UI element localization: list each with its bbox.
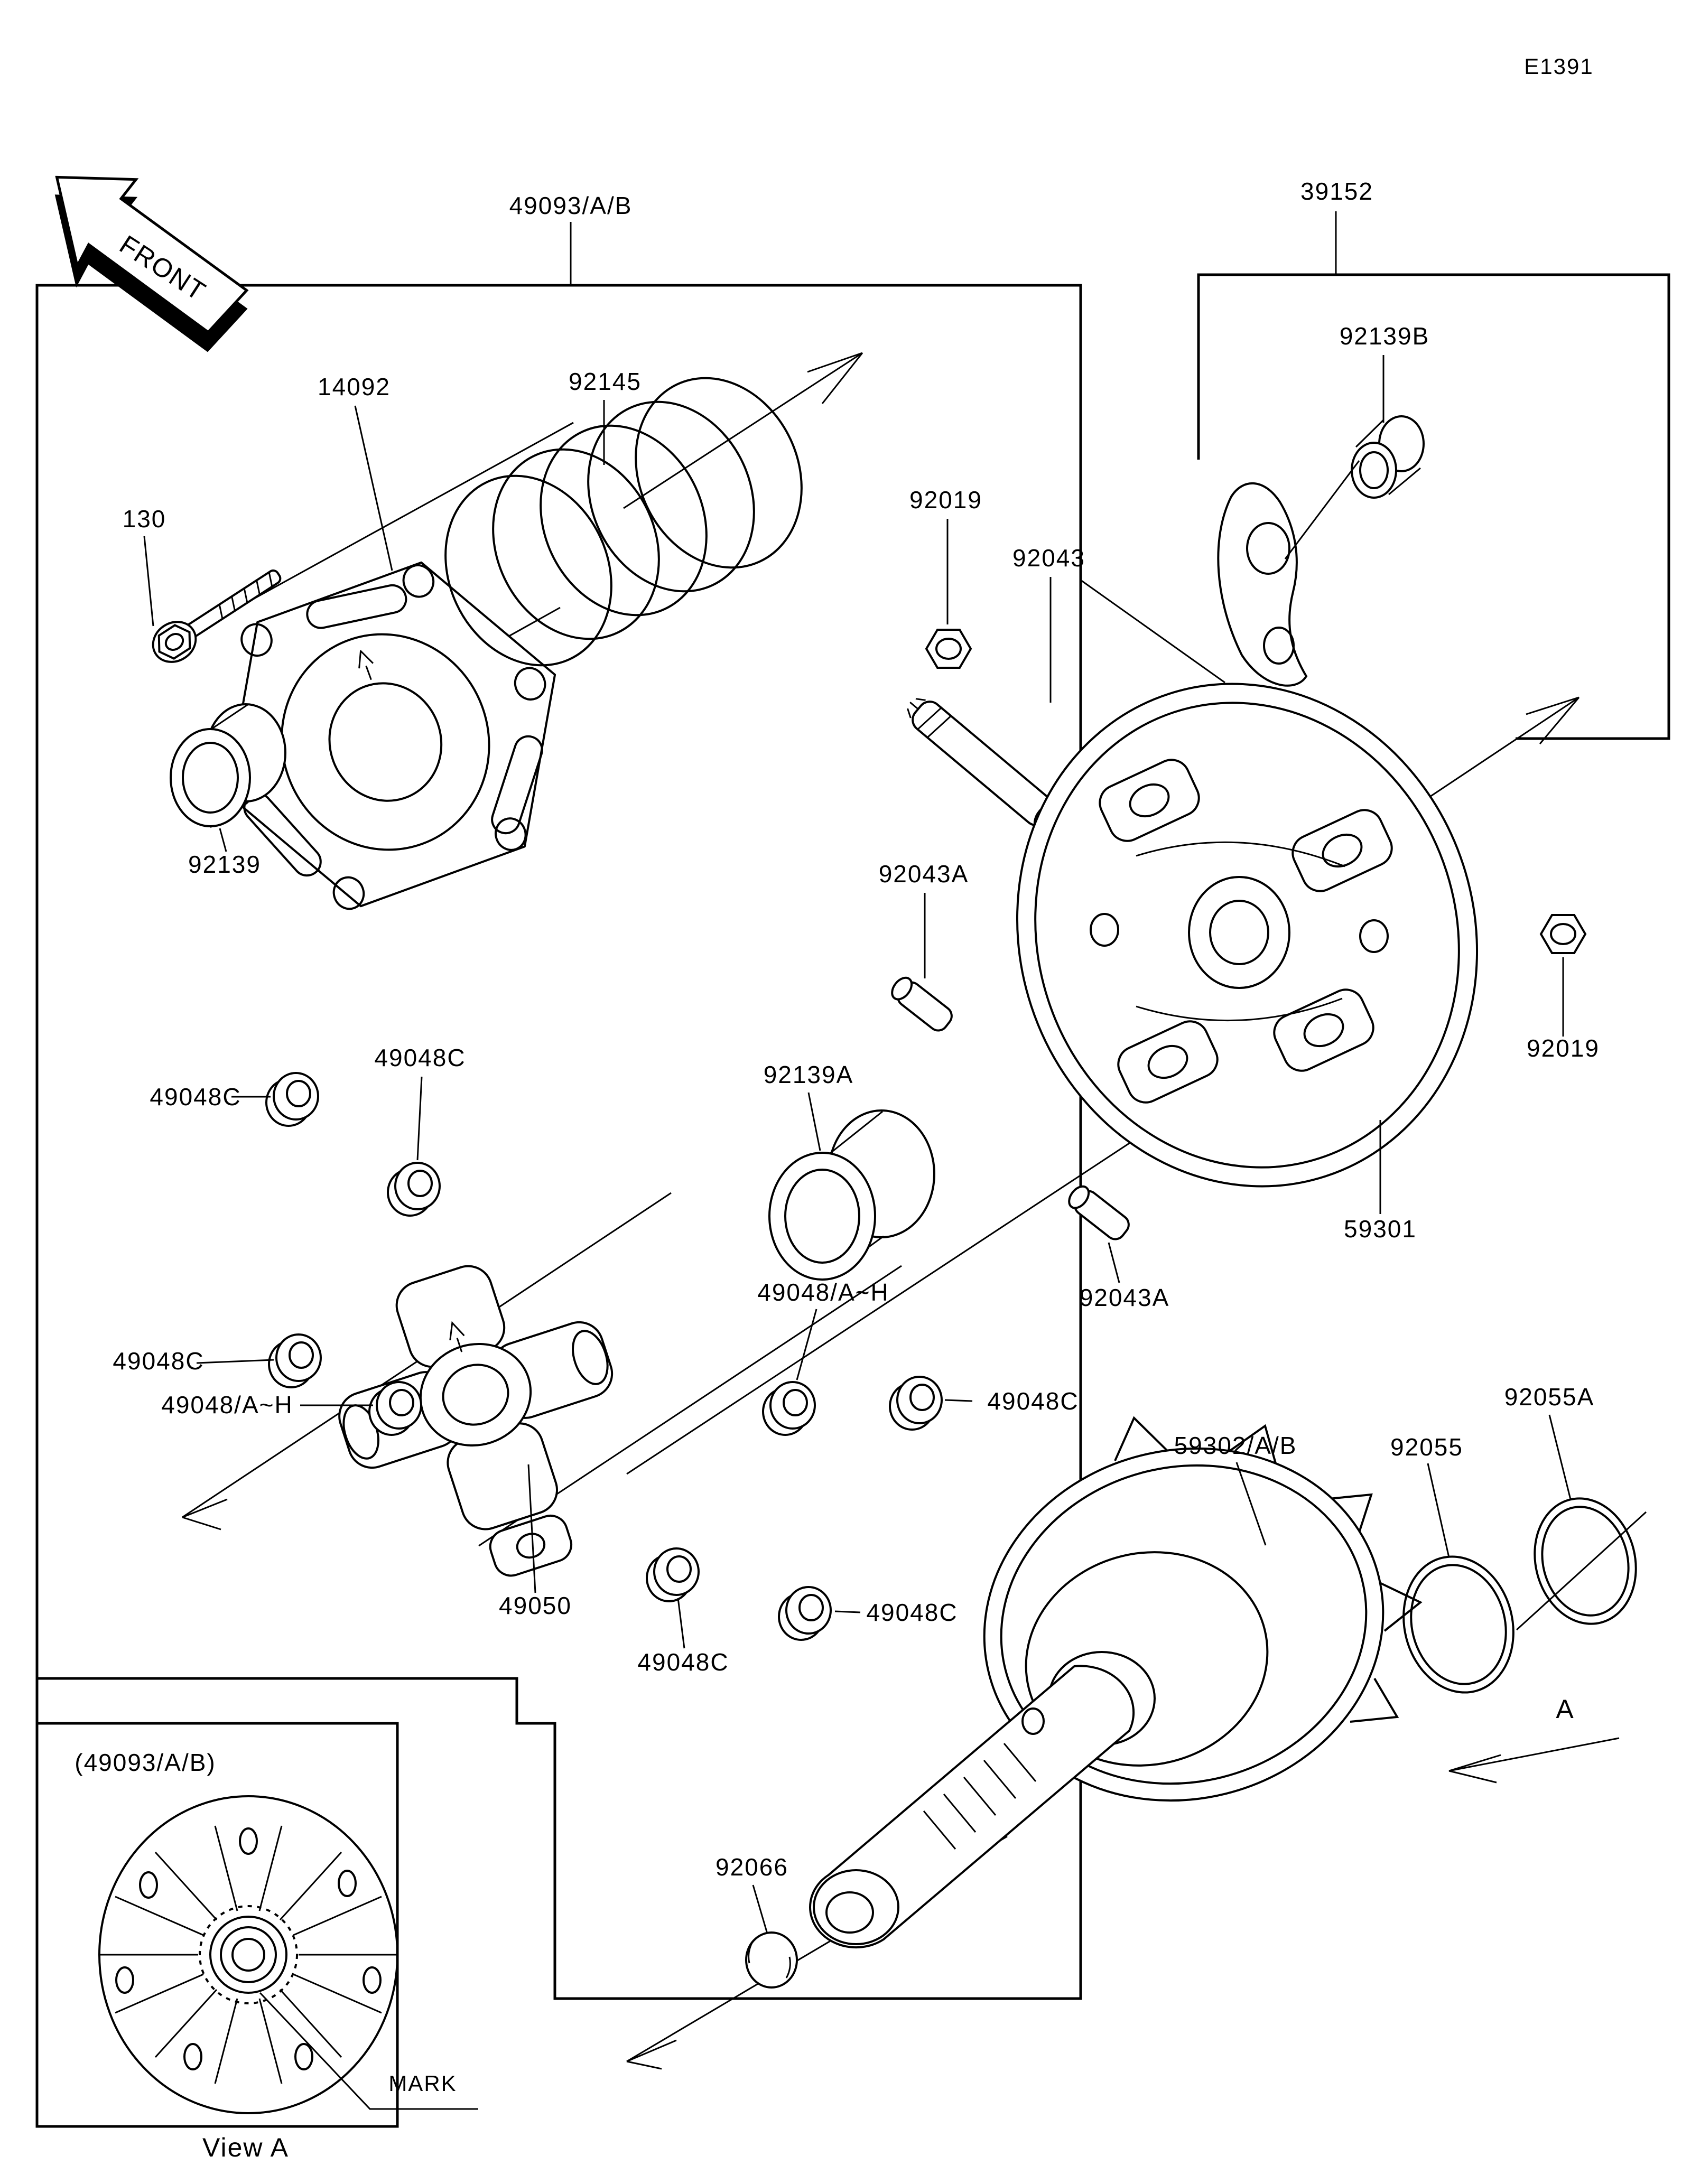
callout-49048ah-right: 49048/A~H [757,1278,889,1306]
view-a-label: View A [202,2133,289,2162]
bushing-92139a [769,1110,934,1280]
page-code: E1391 [1524,54,1594,79]
callout-92019-right: 92019 [1527,1034,1600,1062]
callout-92043a-upper: 92043A [878,860,969,888]
roller-49048c [266,1073,318,1126]
callout-14092: 14092 [318,373,391,400]
callout-92055: 92055 [1390,1433,1463,1461]
fan-view-inset [99,1796,478,2113]
callout-49048ah-left: 49048/A~H [161,1391,293,1418]
roller-49048ah [763,1382,815,1435]
callout-92139a: 92139A [763,1061,854,1088]
front-arrow-label: FRONT [114,229,211,307]
inset-view-box [37,1723,397,2126]
spider-49050 [306,1233,663,1612]
open-arrowhead [807,353,862,404]
callout-49048c-midright: 49048C [987,1387,1079,1415]
roller-49048c [647,1548,699,1601]
open-arrowhead [182,1499,227,1529]
open-arrowhead [1526,697,1579,744]
callout-49048c-lowerleft: 49048C [113,1347,205,1375]
callout-49048c-upper: 49048C [374,1044,466,1071]
pin-92043a-upper [888,974,955,1034]
movable-sheave-59302 [810,1407,1421,1947]
fan-blades [100,1826,396,2084]
cap-92066 [746,1933,797,1987]
callout-92055a: 92055A [1504,1383,1595,1411]
weight-39152 [1218,461,1359,686]
callout-49093: 49093/A/B [509,192,633,219]
o-ring-92055a [1522,1488,1649,1635]
mark-label: MARK [388,2071,457,2096]
roller-49048c [388,1163,440,1216]
pin-92043a-lower [1065,1182,1132,1243]
o-ring-92055 [1390,1545,1528,1704]
callout-59301: 59301 [1344,1215,1417,1243]
nut-92019-right [1541,915,1585,953]
callout-92066: 92066 [716,1853,788,1881]
roller-49048c [269,1334,321,1387]
callout-130: 130 [122,505,166,533]
callout-59302: 59302/A/B [1174,1432,1297,1459]
callout-92043a-lower: 92043A [1079,1284,1170,1311]
view-ref-label: A [1556,1694,1575,1724]
open-arrowhead [627,2040,676,2069]
callout-92145: 92145 [569,368,642,395]
direction-arrow-a [1449,1694,1619,1782]
callout-49048c-bottomright: 49048C [866,1599,958,1626]
bushing-92139b [1352,416,1424,498]
callout-92139b: 92139B [1339,322,1430,350]
nut-92019-left [926,630,971,668]
fixed-sheave-59301 [953,624,1542,1247]
fan-slots [116,1828,380,2069]
callout-92139: 92139 [188,851,261,878]
roller-49048c [779,1587,831,1640]
callout-49050: 49050 [499,1592,572,1619]
callout-49048c-left: 49048C [150,1083,241,1110]
inset-ref-label: (49093/A/B) [75,1749,216,1776]
roller-49048c [890,1377,942,1430]
callout-39152: 39152 [1300,178,1373,205]
callout-92019-left: 92019 [909,486,982,514]
callout-49048c-bottomcenter: 49048C [637,1648,729,1676]
callout-92043: 92043 [1012,544,1085,572]
front-arrow [14,143,273,369]
